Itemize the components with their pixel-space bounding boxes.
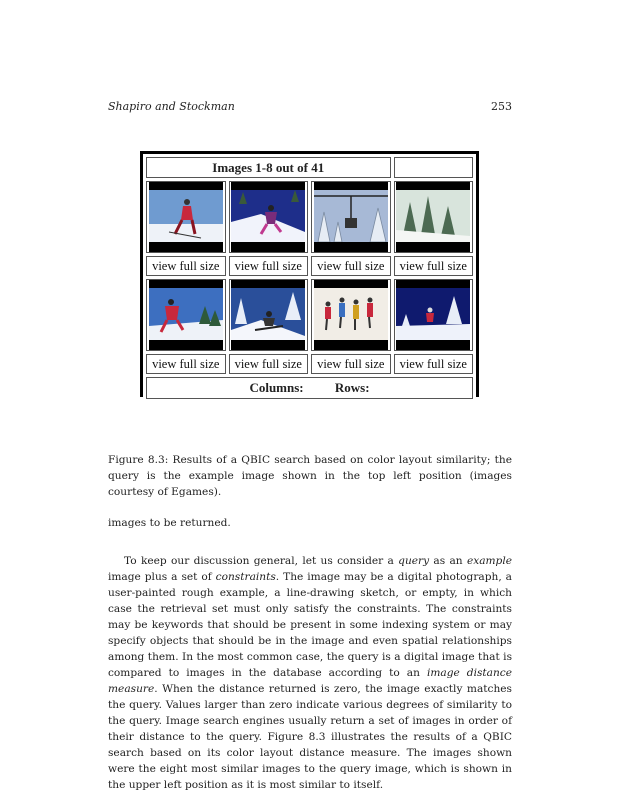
view-full-size-link[interactable] [394,354,474,374]
link-label[interactable]: view full size [152,356,220,371]
term-constraints: constraints [215,571,276,583]
term-image-distance-measure: image distance measure [108,667,512,695]
results-table [143,154,476,402]
results-title: Images 1-8 out of 41 [146,157,391,178]
view-full-size-link[interactable] [394,256,474,276]
columns-label: Columns: [249,380,304,395]
figure-caption: Figure 8.3: Results of a QBIC search based on color layout similarity; the query is the example image shown in the top left position (images courtesy of Egames). [108,454,512,498]
term-example: example [466,555,512,567]
ski-lift-icon[interactable] [314,182,388,252]
ski-group-icon[interactable] [314,280,388,350]
view-full-size-link[interactable] [146,256,226,276]
skier-icon[interactable] [149,182,223,252]
results-title-blank [394,157,474,178]
running-header [108,100,512,113]
page-number: 253 [491,100,512,113]
link-label[interactable]: view full size [317,258,385,273]
view-full-size-link[interactable] [229,354,309,374]
body-paragraph [108,553,512,793]
thumbnail-cell[interactable] [229,279,309,351]
paragraph-text: . When the distance returned is zero, the image exactly matches the query. Values larger than zero indicate various degrees of similarity to the query. Image search engines usually return a set of images in order of their distance to the query. Figure 8.3 illustrates the results of a QBIC search based on its color layout distance measure. The images shown were the eight most similar images to the query image, which is shown in the upper left position as it is most similar to itself. [108,683,512,791]
view-full-size-link[interactable] [146,354,226,374]
link-label[interactable]: view full size [234,356,302,371]
continued-text: images to be returned. [108,517,231,529]
term-query: query [398,555,430,567]
skier-icon[interactable] [149,280,223,350]
paragraph-text: image plus a set of [108,571,216,583]
link-label[interactable]: view full size [399,356,467,371]
paragraph-text: as an [429,555,467,567]
link-label[interactable]: view full size [399,258,467,273]
paragraph-text: To keep our discussion general, let us consider a [124,555,399,567]
header-authors: Shapiro and Stockman [108,100,235,113]
paragraph-text: . The image may be a digital photograph, a user-painted rough example, a line-drawing sketch, or empty, in which case the retrieval set must only satisfy the constraints. The constraints may be keywords that should be present in some indexing system or may specify objects that should be in the image and even spatial relationships among them. In the most common case, the query is a digital image that is compared to images in the database according to an [108,571,512,679]
snowy-forest-icon[interactable] [396,182,470,252]
thumbnail-cell[interactable] [146,279,226,351]
skier-icon[interactable] [396,280,470,350]
thumbnail-cell[interactable] [311,181,391,253]
link-label[interactable]: view full size [234,258,302,273]
rows-label: Rows: [334,380,370,395]
thumbnail-cell[interactable] [394,181,474,253]
results-footer [146,377,473,399]
thumbnail-cell[interactable] [394,279,474,351]
thumbnail-cell[interactable] [229,181,309,253]
skier-icon[interactable] [231,182,305,252]
view-full-size-link[interactable] [311,256,391,276]
thumbnail-cell[interactable] [146,181,226,253]
link-label[interactable]: view full size [152,258,220,273]
view-full-size-link[interactable] [229,256,309,276]
snowboarder-icon[interactable] [231,280,305,350]
qbic-results-figure [140,151,479,397]
thumbnail-cell[interactable] [311,279,391,351]
view-full-size-link[interactable] [311,354,391,374]
link-label[interactable]: view full size [317,356,385,371]
